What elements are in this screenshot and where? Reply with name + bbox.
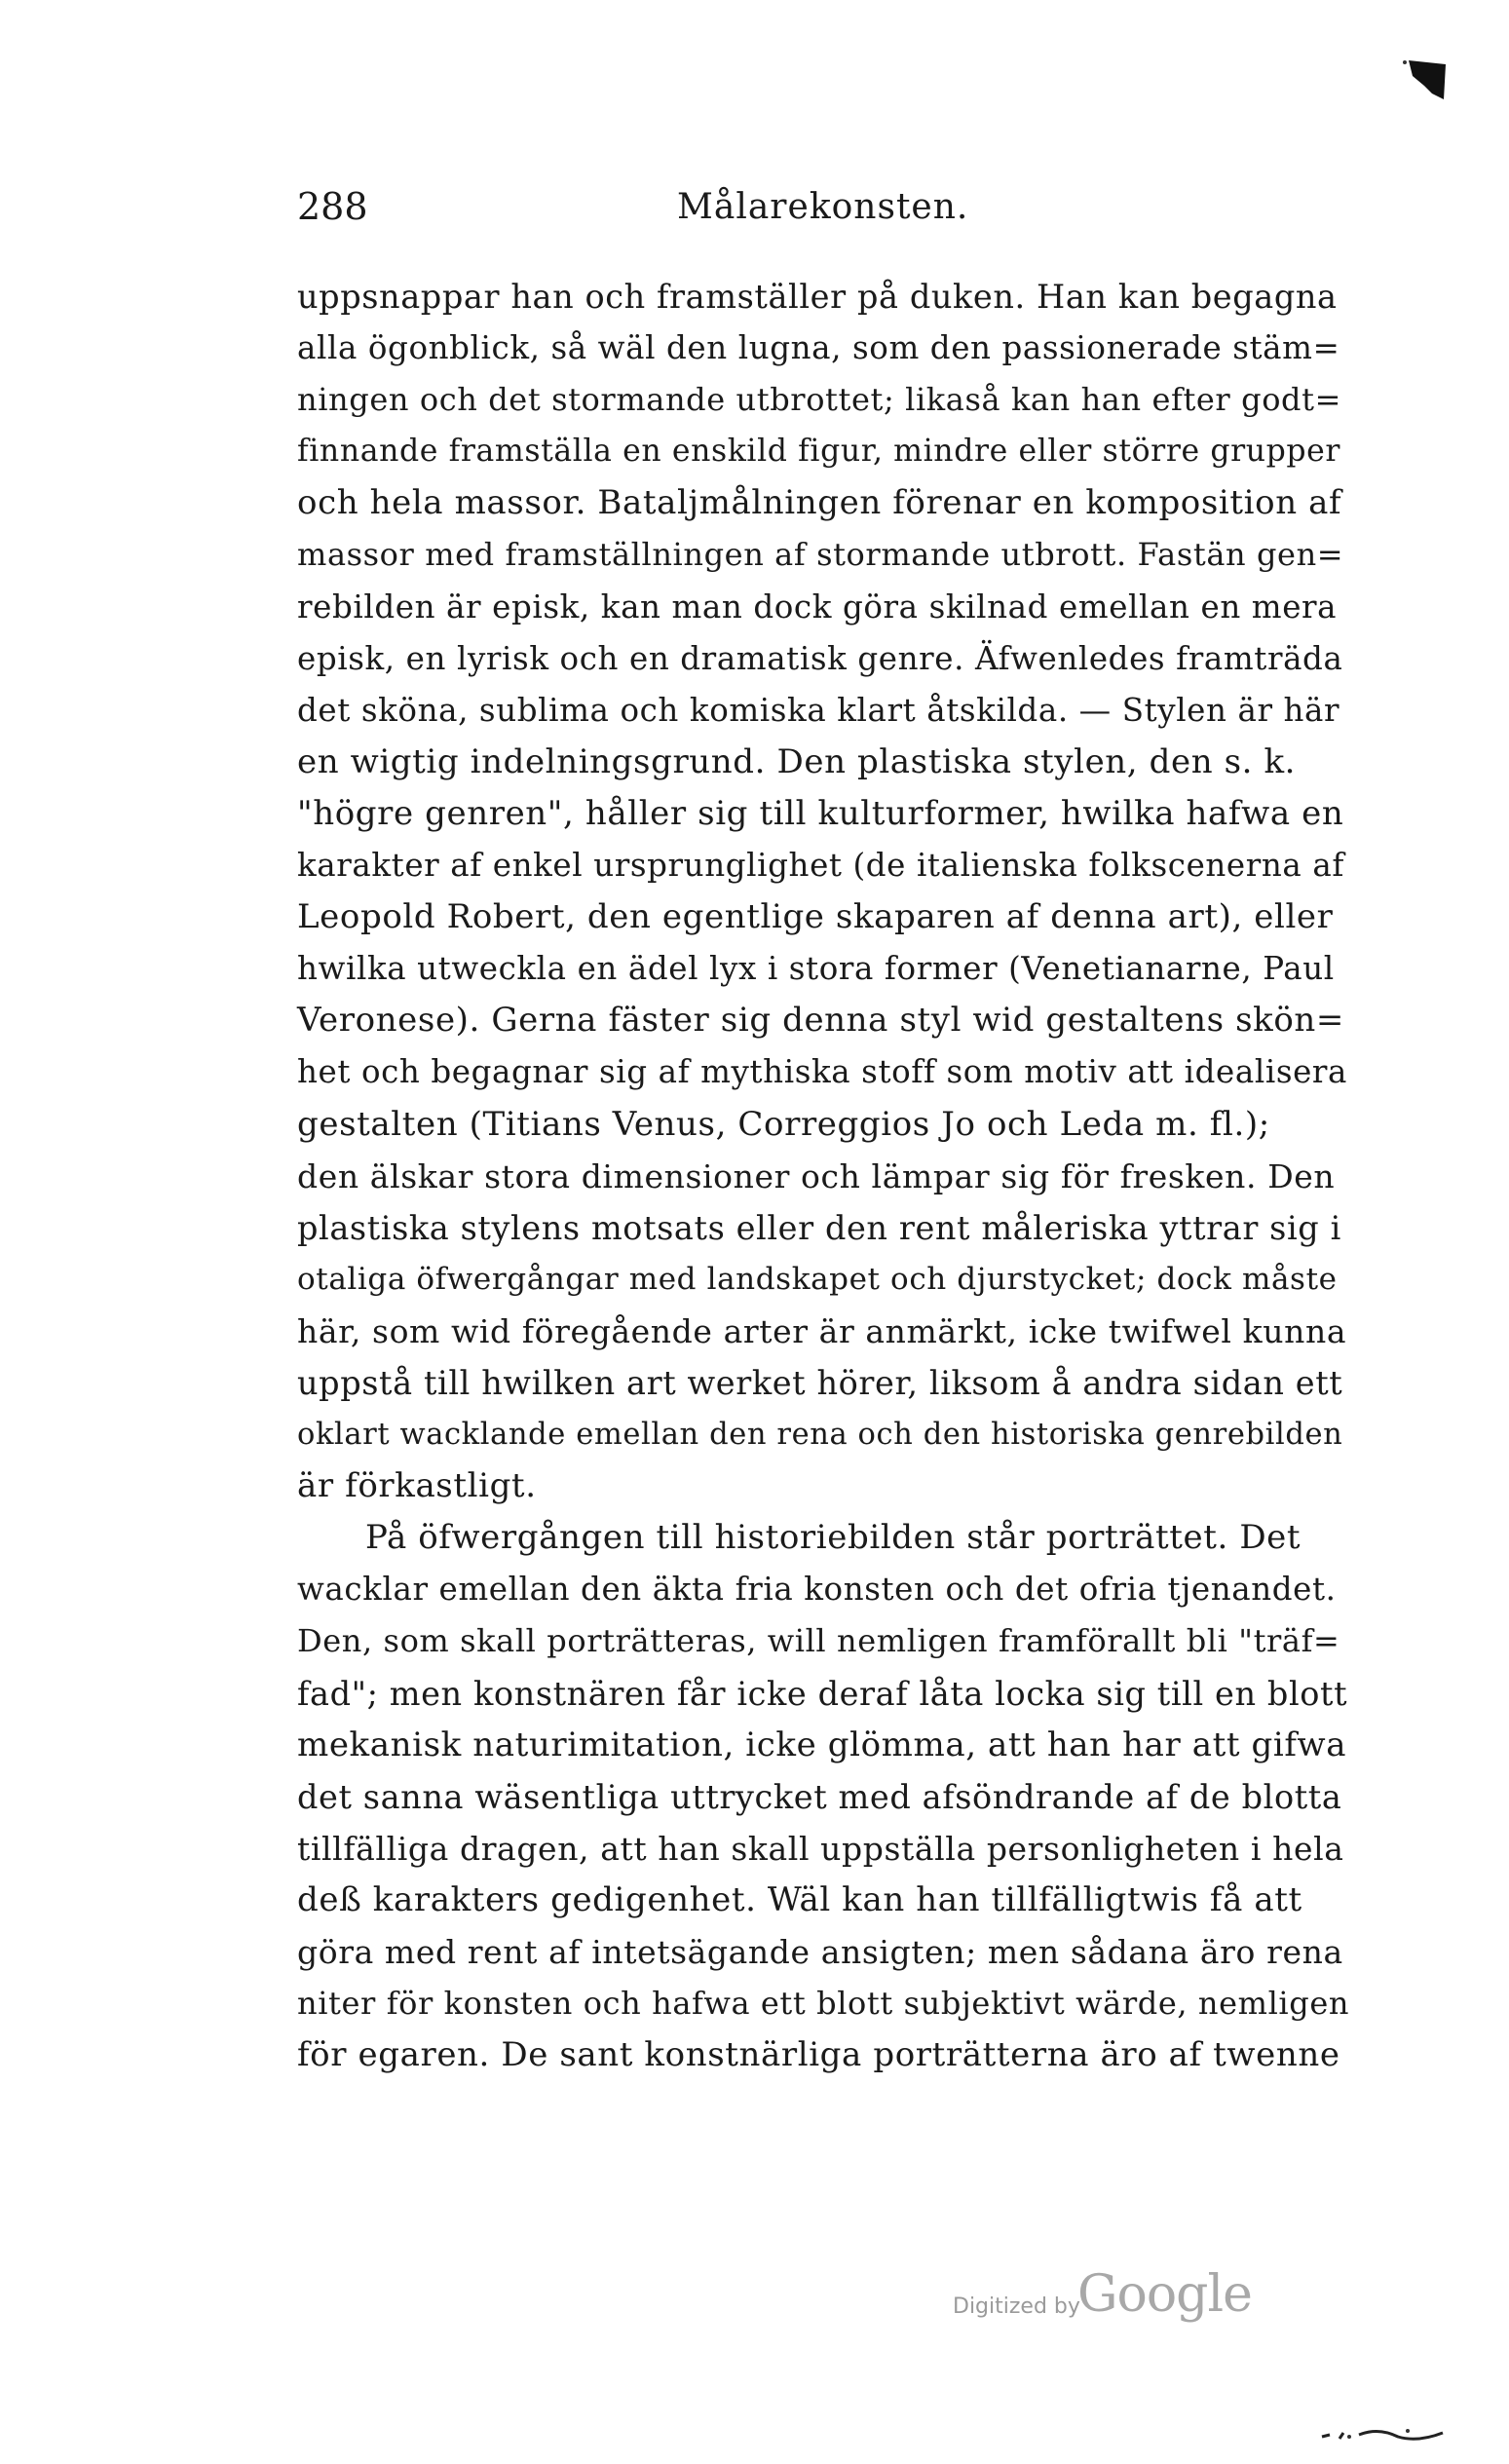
- text-line: oklart wacklande emellan den rena och den historiska genrebilden: [297, 1418, 1343, 1453]
- text-line: episk, en lyrisk och en dramatisk genre. Äfwenledes framträda: [297, 639, 1343, 677]
- text-line: för egaren. De sant konstnärliga porträtterna äro af twenne: [297, 2035, 1340, 2075]
- text-line: finnande framställa en enskild figur, mindre eller större grupper: [297, 434, 1341, 470]
- text-line: wacklar emellan den äkta fria konsten och det ofria tjenandet.: [297, 1571, 1337, 1609]
- text-line: är förkastligt.: [297, 1466, 537, 1506]
- google-logo: Google: [1077, 2265, 1252, 2324]
- text-line: "högre genren", håller sig till kulturformer, hwilka hafwa en: [297, 793, 1344, 833]
- text-line: deß karakters gedigenhet. Wäl kan han tillfälligtwis få att: [297, 1879, 1302, 1919]
- digitization-watermark: [953, 2265, 1264, 2333]
- text-line: ningen och det stormande utbrottet; likaså kan han efter godt=: [297, 381, 1342, 419]
- text-line: tillfälliga dragen, att han skall uppställa personligheten i hela: [297, 1829, 1344, 1868]
- text-line: fad"; men konstnären får icke deraf låta locka sig till en blott: [297, 1674, 1348, 1713]
- text-line: och hela massor. Bataljmålningen förenar en komposition af: [297, 483, 1342, 523]
- text-line: uppsnappar han och framställer på duken. Han kan begagna: [297, 278, 1338, 316]
- page-number: 288: [297, 185, 368, 228]
- bottom-ink-smudge: [1320, 2421, 1447, 2445]
- text-line: Den, som skall porträtteras, will nemligen framförallt bli "träf=: [297, 1622, 1340, 1660]
- text-line: het och begagnar sig af mythiska stoff som motiv att idealisera: [297, 1053, 1348, 1091]
- text-line: Veronese). Gerna fäster sig denna styl wid gestaltens skön=: [297, 1001, 1344, 1041]
- text-line: karakter af enkel ursprunglighet (de italienska folkscenerna af: [297, 847, 1344, 885]
- text-line: den älskar stora dimensioner och lämpar sig för fresken. Den: [297, 1156, 1336, 1195]
- text-line: På öfwergången till historiebilden står porträttet. Det: [365, 1518, 1302, 1558]
- text-line: mekanisk naturimitation, icke glömma, att han har att gifwa: [297, 1725, 1347, 1764]
- text-line: rebilden är episk, kan man dock göra skilnad emellan en mera: [297, 588, 1338, 625]
- text-line: Leopold Robert, den egentlige skaparen af denna art), eller: [297, 897, 1334, 937]
- text-line: niter för konsten och hafwa ett blott subjektivt wärde, nemligen: [297, 1985, 1350, 2023]
- text-line: plastiska stylens motsats eller den rent måleriska yttrar sig i: [297, 1208, 1341, 1247]
- digitized-by-label: Digitized by: [953, 2294, 1080, 2319]
- text-line: det sköna, sublima och komiska klart åtskilda. — Stylen är här: [297, 691, 1340, 729]
- text-line: otaliga öfwergångar med landskapet och djurstycket; dock måste: [297, 1261, 1338, 1297]
- text-line: en wigtig indelningsgrund. Den plastiska stylen, den s. k.: [297, 741, 1297, 781]
- text-line: alla ögonblick, så wäl den lugna, som den passionerade stäm=: [297, 329, 1340, 367]
- text-line: här, som wid föregående arter är anmärkt, icke twifwel kunna: [297, 1311, 1347, 1350]
- text-line: hwilka utweckla en ädel lyx i stora former (Venetianarne, Paul: [297, 950, 1335, 988]
- text-line: gestalten (Titians Venus, Correggios Jo och Leda m. fl.);: [297, 1104, 1270, 1144]
- text-line: göra med rent af intetsägande ansigten; men sådana äro rena: [297, 1933, 1343, 1971]
- page-header: [297, 185, 1213, 244]
- corner-ink-mark: [1403, 57, 1450, 103]
- running-head: Målarekonsten.: [677, 187, 969, 227]
- body-text: [297, 271, 1349, 2081]
- text-line: massor med framställningen af stormande utbrott. Fastän gen=: [297, 536, 1344, 574]
- text-line: det sanna wäsentliga uttrycket med afsöndrande af de blotta: [297, 1777, 1342, 1816]
- text-line: uppstå till hwilken art werket hörer, liksom å andra sidan ett: [297, 1363, 1343, 1402]
